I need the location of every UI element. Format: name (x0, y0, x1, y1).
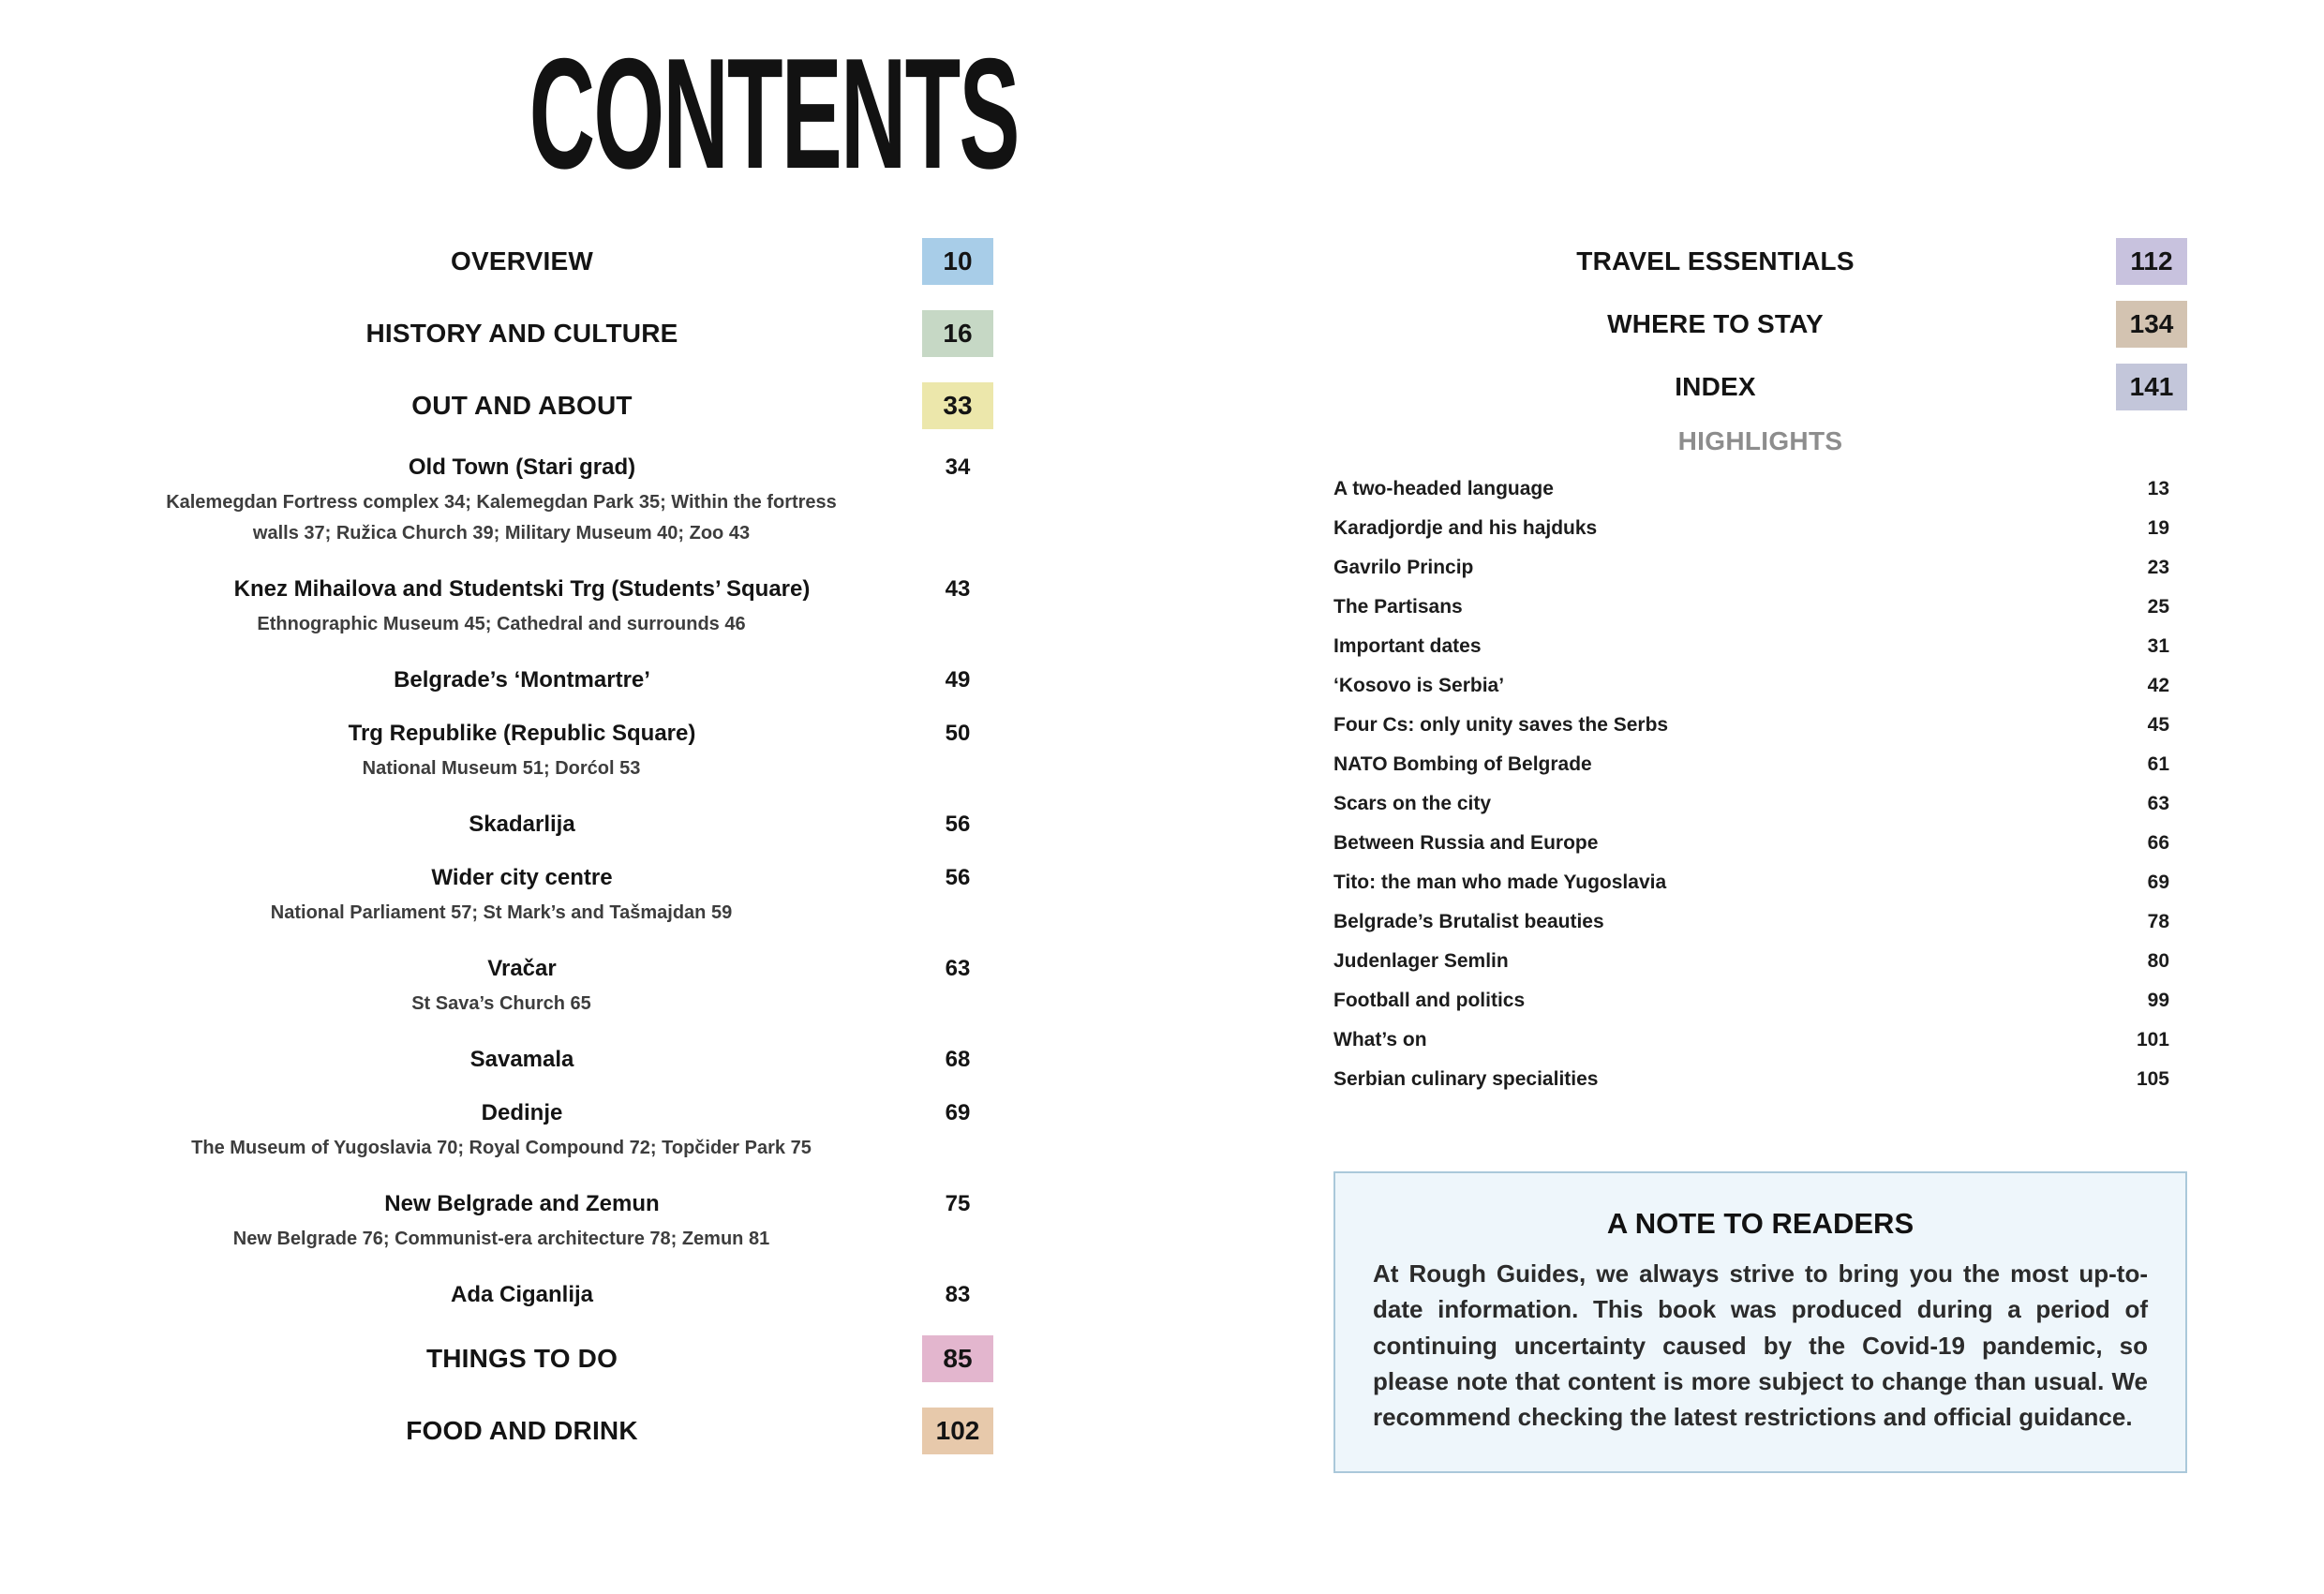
toc-left-column (141, 238, 993, 1480)
toc-entry (1333, 364, 2187, 410)
toc-entry (141, 576, 993, 640)
toc-entry-page: 141 (2116, 364, 2187, 410)
toc-entry-label: FOOD AND DRINK (406, 1415, 638, 1445)
toc-entry-page: 85 (922, 1335, 993, 1382)
toc-entry-label: OVERVIEW (450, 246, 593, 276)
toc-entry-line (141, 1100, 993, 1126)
highlight-label: Four Cs: only unity saves the Serbs (1333, 713, 1669, 736)
strip-segment (0, 996, 97, 1196)
highlight-page: 99 (2147, 989, 2169, 1011)
toc-entry-page: 50 (945, 720, 971, 746)
toc-entry-label: Ada Ciganlija (450, 1281, 594, 1307)
toc-entry-label: New Belgrade and Zemun (384, 1190, 660, 1216)
toc-entry (1333, 301, 2187, 348)
toc-entry-line (141, 1047, 993, 1073)
toc-entry (141, 454, 993, 549)
toc-entry-label: Trg Republike (Republic Square) (348, 720, 696, 746)
toc-entry-page: 33 (922, 382, 993, 429)
toc-entry-page: 16 (922, 310, 993, 357)
toc-entry-line (141, 238, 993, 285)
toc-entry (141, 812, 993, 838)
highlight-page: 78 (2147, 910, 2169, 932)
toc-entry (141, 865, 993, 929)
highlight-label: ‘Kosovo is Serbia’ (1333, 674, 1505, 696)
toc-entry-line (1333, 238, 2187, 285)
highlight-item (1333, 991, 2187, 1010)
highlight-label: Between Russia and Europe (1333, 831, 1599, 854)
highlight-page: 63 (2147, 792, 2169, 814)
highlight-label: The Partisans (1333, 595, 1463, 618)
highlight-page: 80 (2147, 949, 2169, 972)
toc-entry-label: Skadarlija (469, 811, 575, 837)
toc-entry-label: HISTORY AND CULTURE (365, 318, 678, 348)
toc-right-majors (1333, 238, 2187, 410)
toc-entry-page: 56 (945, 811, 971, 837)
strip-segment (0, 797, 97, 997)
toc-entry-line (141, 812, 993, 838)
toc-entry-line (141, 1408, 993, 1454)
toc-entry-label: OUT AND ABOUT (411, 390, 633, 420)
toc-entry-label: INDEX (1675, 371, 1756, 401)
highlight-item (1333, 951, 2187, 971)
toc-entry-line (141, 721, 993, 747)
note-to-readers-box (1333, 1171, 2187, 1473)
highlight-label: Tito: the man who made Yugoslavia (1333, 871, 1667, 893)
toc-entry-detail: New Belgrade 76; Communist-era architecture 78; Zemun 81 (232, 1228, 770, 1249)
toc-entry-page: 102 (922, 1408, 993, 1454)
note-body: At Rough Guides, we always strive to bring you the most up-to-date information. This book was produced during a period of continuing uncertainty caused by the Covid-19 pandemic, so please note that content is more subject to change than usual. We recommend checking the latest restrictions and official guidance. (1373, 1259, 2148, 1432)
toc-entry-line (141, 454, 993, 481)
toc-entry-label: Knez Mihailova and Studentski Trg (Students’ Square) (233, 575, 811, 602)
color-strip (0, 0, 97, 1594)
strip-segment (0, 1394, 97, 1594)
highlight-page: 13 (2147, 477, 2169, 499)
highlight-item (1333, 872, 2187, 892)
toc-entry (141, 1047, 993, 1073)
toc-entry-line (141, 382, 993, 429)
highlight-item (1333, 479, 2187, 499)
highlight-label: Belgrade’s Brutalist beauties (1333, 910, 1604, 932)
toc-entry-page: 134 (2116, 301, 2187, 348)
toc-entry-label: Old Town (Stari grad) (408, 454, 636, 480)
highlight-label: Judenlager Semlin (1333, 949, 1509, 972)
highlight-label: Scars on the city (1333, 792, 1492, 814)
toc-entry (141, 310, 993, 357)
toc-entry-line (1333, 364, 2187, 410)
highlight-page: 101 (2136, 1028, 2169, 1050)
highlight-item (1333, 597, 2187, 617)
highlight-item (1333, 1030, 2187, 1050)
highlight-item (1333, 558, 2187, 577)
toc-entry-label: THINGS TO DO (425, 1343, 618, 1373)
toc-entry-line (141, 667, 993, 693)
highlight-page: 45 (2147, 713, 2169, 736)
highlight-item (1333, 715, 2187, 735)
toc-entry-page: 83 (945, 1281, 971, 1307)
highlight-label: Important dates (1333, 634, 1482, 657)
toc-entry (141, 1408, 993, 1454)
toc-entry (141, 956, 993, 1020)
highlights-list (1333, 479, 2187, 1089)
toc-entry (1333, 238, 2187, 285)
highlight-item (1333, 636, 2187, 656)
highlight-label: NATO Bombing of Belgrade (1333, 752, 1592, 775)
toc-entry-detail: Ethnographic Museum 45; Cathedral and surrounds 46 (257, 613, 746, 634)
toc-entry (141, 238, 993, 285)
toc-entry-page: 63 (945, 955, 971, 981)
highlight-label: Karadjordje and his hajduks (1333, 516, 1598, 539)
strip-segment (0, 0, 97, 200)
highlight-label: Football and politics (1333, 989, 1526, 1011)
strip-segment (0, 598, 97, 797)
toc-entry-page: 68 (945, 1046, 971, 1072)
highlight-item (1333, 912, 2187, 931)
highlight-page: 61 (2147, 752, 2169, 775)
highlight-item (1333, 754, 2187, 774)
toc-entry-detail: The Museum of Yugoslavia 70; Royal Compound 72; Topčider Park 75 (191, 1137, 812, 1158)
toc-entry-label: TRAVEL ESSENTIALS (1576, 246, 1855, 276)
toc-entry-label: Savamala (469, 1046, 574, 1072)
toc-entry-label: Dedinje (481, 1099, 563, 1125)
toc-entry-detail: National Parliament 57; St Mark’s and Tašmajdan 59 (270, 901, 733, 923)
toc-entry-page: 43 (945, 575, 971, 602)
toc-entry-line (141, 310, 993, 357)
highlight-page: 31 (2147, 634, 2169, 657)
toc-entry (141, 721, 993, 784)
strip-segment (0, 398, 97, 598)
toc-entry (141, 1282, 993, 1308)
highlight-label: Serbian culinary specialities (1333, 1067, 1599, 1090)
strip-segment (0, 200, 97, 399)
toc-entry-label: Belgrade’s ‘Montmartre’ (394, 666, 650, 693)
toc-entry (141, 667, 993, 693)
toc-entry-line (141, 956, 993, 982)
toc-right-column (1333, 238, 2187, 1480)
highlights-heading: HIGHLIGHTS (1677, 425, 1843, 455)
toc-entry-line (141, 576, 993, 603)
toc-entry-detail: National Museum 51; Dorćol 53 (362, 757, 641, 779)
toc-entry-page: 10 (922, 238, 993, 285)
highlight-page: 105 (2136, 1067, 2169, 1090)
toc-entry-line (141, 1282, 993, 1308)
toc-entry (141, 382, 993, 429)
toc-entry-page: 69 (945, 1099, 971, 1125)
note-title: A NOTE TO READERS (1606, 1206, 1914, 1240)
toc-entry-detail: St Sava’s Church 65 (411, 992, 591, 1014)
highlight-item (1333, 676, 2187, 695)
toc-columns (141, 238, 2324, 1480)
highlight-item (1333, 1069, 2187, 1089)
page-title: CONTENTS (529, 25, 1019, 201)
toc-entry-label: Wider city centre (431, 864, 613, 890)
toc-entry (141, 1191, 993, 1255)
toc-entry-line (1333, 301, 2187, 348)
toc-entry-page: 34 (945, 454, 971, 480)
highlight-page: 23 (2147, 556, 2169, 578)
highlight-label: Gavrilo Princip (1333, 556, 1474, 578)
toc-entry-label: WHERE TO STAY (1607, 308, 1824, 338)
highlight-page: 42 (2147, 674, 2169, 696)
highlight-label: What’s on (1333, 1028, 1427, 1050)
toc-entry-page: 112 (2116, 238, 2187, 285)
toc-entry-line (141, 1191, 993, 1217)
highlight-item (1333, 833, 2187, 853)
highlight-page: 19 (2147, 516, 2169, 539)
toc-entry-line (141, 1335, 993, 1382)
highlight-page: 69 (2147, 871, 2169, 893)
toc-entry-page: 75 (945, 1190, 971, 1216)
highlight-item (1333, 518, 2187, 538)
highlight-page: 25 (2147, 595, 2169, 618)
toc-entry-line (141, 865, 993, 891)
strip-segment (0, 1196, 97, 1395)
toc-entry-page: 49 (945, 666, 971, 693)
toc-entry (141, 1100, 993, 1164)
toc-entry-detail: Kalemegdan Fortress complex 34; Kalemegdan Park 35; Within the fortress walls 37; Ružica Church 39; Military Museum 40; Zoo 43 (166, 491, 837, 544)
toc-entry-label: Vračar (487, 955, 557, 981)
highlight-label: A two-headed language (1333, 477, 1554, 499)
toc-entry (141, 1335, 993, 1382)
page-content (97, 0, 2324, 1594)
highlight-page: 66 (2147, 831, 2169, 854)
highlight-item (1333, 794, 2187, 813)
toc-entry-page: 56 (945, 864, 971, 890)
